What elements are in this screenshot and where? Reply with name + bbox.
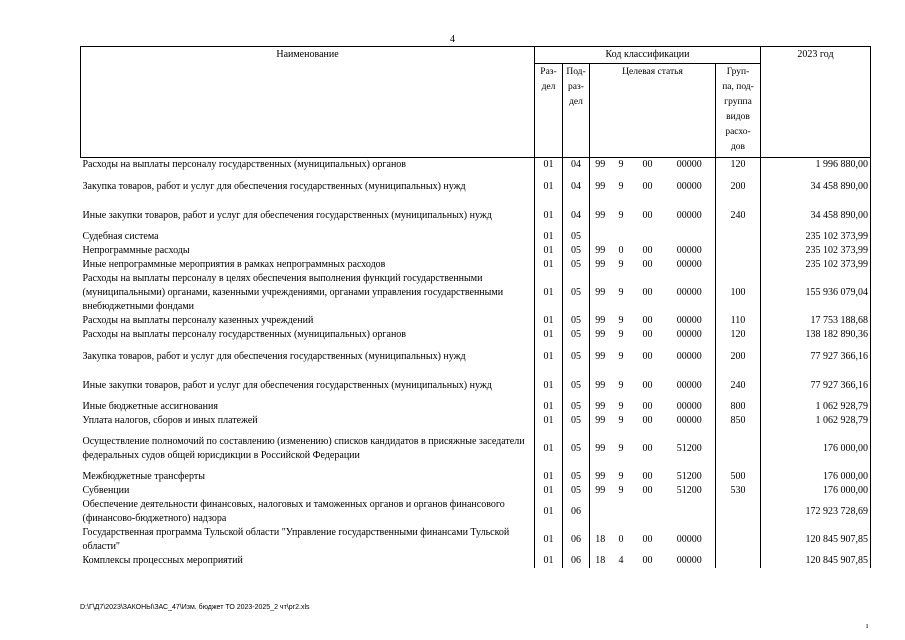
razdel-cell: 01: [535, 428, 563, 470]
amount-cell: 155 936 079,04: [761, 272, 871, 314]
target-subprogram-cell: 9: [618, 415, 624, 426]
group-cell: 530: [716, 484, 761, 498]
target-direction-cell: 00000: [676, 287, 702, 298]
target-subprogram-cell: [611, 230, 632, 244]
target-event-cell: 00: [642, 471, 653, 482]
table-row: [81, 258, 871, 272]
target-direction-cell: 51200: [676, 471, 702, 482]
target-direction-cell: 00000: [676, 329, 702, 340]
target-event-cell: 00: [642, 315, 653, 326]
target-program-cell: 99: [590, 172, 611, 202]
table-row: [81, 202, 871, 230]
group-cell: [716, 244, 761, 258]
target-event-cell: 00: [642, 351, 653, 362]
target-direction-cell: 00000: [676, 534, 702, 545]
table-row: [81, 414, 871, 428]
razdel-cell: 01: [535, 400, 563, 414]
amount-cell: 77 927 366,16: [761, 372, 871, 400]
razdel-cell: 01: [535, 172, 563, 202]
target-direction-cell: 00000: [676, 415, 702, 426]
group-cell: 240: [716, 372, 761, 400]
target-subprogram-cell: 9: [618, 329, 624, 340]
razdel-cell: 01: [535, 498, 563, 526]
podrazdel-cell: 05: [563, 342, 590, 372]
podrazdel-cell: 05: [563, 414, 590, 428]
group-cell: 800: [716, 400, 761, 414]
budget-table: [80, 46, 871, 568]
target-program-cell: 99: [590, 202, 611, 230]
header-year: 2023 год: [761, 47, 871, 158]
podrazdel-cell: 05: [563, 372, 590, 400]
target-event-cell: 00: [642, 415, 653, 426]
target-direction-cell: 00000: [676, 159, 702, 170]
target-direction-cell: 00000: [676, 315, 702, 326]
row-name: Межбюджетные трансферты: [82, 471, 205, 482]
amount-cell: 235 102 373,99: [761, 258, 871, 272]
header-group: Груп- па, под- группа видов расхо- дов: [716, 64, 761, 158]
group-cell: [716, 526, 761, 554]
target-direction-cell: 00000: [676, 245, 702, 256]
row-name: Иные бюджетные ассигнования: [82, 401, 218, 412]
row-name: Расходы на выплаты персоналу казенных учреждений: [82, 315, 314, 326]
razdel-cell: 01: [535, 554, 563, 568]
razdel-cell: 01: [535, 230, 563, 244]
target-direction-cell: 00000: [676, 259, 702, 270]
podrazdel-cell: 05: [563, 328, 590, 342]
header-code: Код классификации: [535, 47, 761, 64]
row-name: Уплата налогов, сборов и иных платежей: [82, 415, 258, 426]
target-program-cell: 99: [590, 328, 611, 342]
table-row: [81, 172, 871, 202]
page-number: 4: [450, 34, 455, 45]
razdel-cell: 01: [535, 258, 563, 272]
amount-cell: 235 102 373,99: [761, 244, 871, 258]
target-program-cell: 99: [590, 272, 611, 314]
row-name: Расходы на выплаты персоналу государственных (муниципальных) органов: [82, 159, 407, 170]
razdel-cell: 01: [535, 328, 563, 342]
razdel-cell: 01: [535, 272, 563, 314]
target-direction-cell: 00000: [676, 210, 702, 221]
target-subprogram-cell: 9: [618, 181, 624, 192]
amount-cell: 176 000,00: [761, 484, 871, 498]
table-row: [81, 158, 871, 173]
target-subprogram-cell: 0: [618, 534, 624, 545]
row-name: Иные закупки товаров, работ и услуг для обеспечения государственных (муниципальных) нужд: [82, 380, 492, 391]
target-program-cell: 99: [590, 258, 611, 272]
group-cell: 200: [716, 342, 761, 372]
header-name: Наименование: [81, 47, 535, 158]
group-cell: [716, 230, 761, 244]
row-name: Иные непрограммные мероприятия в рамках непрограммных расходов: [82, 259, 386, 270]
target-event-cell: [632, 498, 664, 526]
table-row: [81, 498, 871, 526]
target-direction-cell: 51200: [676, 443, 702, 454]
table-row: [81, 372, 871, 400]
target-event-cell: 00: [642, 380, 653, 391]
target-program-cell: 99: [590, 158, 611, 173]
target-subprogram-cell: 9: [618, 471, 624, 482]
table-row: [81, 342, 871, 372]
target-event-cell: 00: [642, 401, 653, 412]
target-subprogram-cell: 9: [618, 315, 624, 326]
target-event-cell: 00: [642, 181, 653, 192]
target-subprogram-cell: [611, 498, 632, 526]
target-event-cell: 00: [642, 245, 653, 256]
podrazdel-cell: 05: [563, 400, 590, 414]
amount-cell: 77 927 366,16: [761, 342, 871, 372]
target-direction-cell: 00000: [676, 380, 702, 391]
razdel-cell: 01: [535, 202, 563, 230]
razdel-cell: 01: [535, 414, 563, 428]
amount-cell: 1 062 928,79: [761, 414, 871, 428]
row-name: Государственная программа Тульской области "Управление государственными финансами Тульской области": [82, 527, 510, 552]
table-row: [81, 470, 871, 484]
table-row: [81, 554, 871, 568]
razdel-cell: 01: [535, 244, 563, 258]
razdel-cell: 01: [535, 526, 563, 554]
table-row: [81, 484, 871, 498]
target-program-cell: [590, 230, 611, 244]
target-program-cell: 99: [590, 314, 611, 328]
corner-mark: ı: [866, 621, 869, 630]
row-name: Расходы на выплаты персоналу в целях обеспечения выполнения функций государственными (муниципальными) органами, казенными учреждениями, органами управления государственными внебюджетными фондами: [82, 273, 504, 312]
razdel-cell: 01: [535, 372, 563, 400]
row-name: Комплексы процессных мероприятий: [82, 555, 243, 566]
razdel-cell: 01: [535, 484, 563, 498]
podrazdel-cell: 04: [563, 172, 590, 202]
target-program-cell: 99: [590, 372, 611, 400]
amount-cell: 138 182 890,36: [761, 328, 871, 342]
group-cell: [716, 498, 761, 526]
row-name: Субвенции: [82, 485, 130, 496]
table-row: [81, 328, 871, 342]
target-event-cell: 00: [642, 534, 653, 545]
target-direction-cell: [664, 498, 716, 526]
target-event-cell: 00: [642, 485, 653, 496]
amount-cell: 1 062 928,79: [761, 400, 871, 414]
table-row: [81, 230, 871, 244]
podrazdel-cell: 05: [563, 230, 590, 244]
target-subprogram-cell: 9: [618, 401, 624, 412]
podrazdel-cell: 06: [563, 554, 590, 568]
razdel-cell: 01: [535, 314, 563, 328]
podrazdel-cell: 05: [563, 314, 590, 328]
target-subprogram-cell: 9: [618, 210, 624, 221]
amount-cell: 120 845 907,85: [761, 554, 871, 568]
file-path-footer: D:\Г\Д7\2023\ЗАКОНЫ\ЗАС_47\Изм. бюджет ТО 2023-2025_2 чт\рг2.xls: [80, 604, 310, 611]
amount-cell: 176 000,00: [761, 428, 871, 470]
razdel-cell: 01: [535, 470, 563, 484]
amount-cell: 1 996 880,00: [761, 158, 871, 173]
target-subprogram-cell: 9: [618, 485, 624, 496]
amount-cell: 34 458 890,00: [761, 172, 871, 202]
podrazdel-cell: 05: [563, 244, 590, 258]
group-cell: 100: [716, 272, 761, 314]
row-name: Судебная система: [82, 231, 159, 242]
header-podrazdel: Под- раз- дел: [563, 64, 590, 158]
target-direction-cell: 00000: [676, 351, 702, 362]
target-event-cell: 00: [642, 329, 653, 340]
group-cell: [716, 258, 761, 272]
row-name: Расходы на выплаты персоналу государственных (муниципальных) органов: [82, 329, 407, 340]
target-event-cell: [632, 230, 664, 244]
row-name: Закупка товаров, работ и услуг для обеспечения государственных (муниципальных) нужд: [82, 181, 466, 192]
amount-cell: 235 102 373,99: [761, 230, 871, 244]
table-row: [81, 272, 871, 314]
target-event-cell: 00: [642, 287, 653, 298]
row-name: Иные закупки товаров, работ и услуг для обеспечения государственных (муниципальных) нужд: [82, 210, 492, 221]
target-subprogram-cell: 4: [618, 555, 624, 566]
target-direction-cell: 51200: [676, 485, 702, 496]
amount-cell: 172 923 728,69: [761, 498, 871, 526]
podrazdel-cell: 05: [563, 428, 590, 470]
target-program-cell: 18: [590, 526, 611, 554]
target-program-cell: 99: [590, 414, 611, 428]
target-event-cell: 00: [642, 259, 653, 270]
group-cell: 200: [716, 172, 761, 202]
podrazdel-cell: 05: [563, 484, 590, 498]
amount-cell: 176 000,00: [761, 470, 871, 484]
target-subprogram-cell: 9: [618, 159, 624, 170]
target-subprogram-cell: 9: [618, 351, 624, 362]
table-row: [81, 400, 871, 414]
podrazdel-cell: 05: [563, 470, 590, 484]
target-event-cell: 00: [642, 159, 653, 170]
row-name: Осуществление полномочий по составлению (изменению) списков кандидатов в присяжные заседатели федеральных судов общей юрисдикции в Российской Федерации: [82, 436, 525, 461]
target-subprogram-cell: 0: [618, 245, 624, 256]
target-event-cell: 00: [642, 210, 653, 221]
group-cell: 110: [716, 314, 761, 328]
razdel-cell: 01: [535, 158, 563, 173]
target-program-cell: 99: [590, 484, 611, 498]
target-program-cell: 99: [590, 342, 611, 372]
podrazdel-cell: 04: [563, 158, 590, 173]
group-cell: 850: [716, 414, 761, 428]
amount-cell: 17 753 188,68: [761, 314, 871, 328]
group-cell: 500: [716, 470, 761, 484]
target-direction-cell: [664, 230, 716, 244]
header-razdel: Раз- дел: [535, 64, 563, 158]
amount-cell: 120 845 907,85: [761, 526, 871, 554]
group-cell: 120: [716, 328, 761, 342]
group-cell: [716, 428, 761, 470]
target-direction-cell: 00000: [676, 401, 702, 412]
group-cell: 240: [716, 202, 761, 230]
row-name: Непрограммные расходы: [82, 245, 190, 256]
razdel-cell: 01: [535, 342, 563, 372]
podrazdel-cell: 04: [563, 202, 590, 230]
podrazdel-cell: 05: [563, 258, 590, 272]
target-subprogram-cell: 9: [618, 443, 624, 454]
target-program-cell: 99: [590, 428, 611, 470]
target-subprogram-cell: 9: [618, 259, 624, 270]
target-program-cell: 18: [590, 554, 611, 568]
podrazdel-cell: 06: [563, 498, 590, 526]
table-row: [81, 428, 871, 470]
target-subprogram-cell: 9: [618, 287, 624, 298]
target-program-cell: [590, 498, 611, 526]
target-direction-cell: 00000: [676, 555, 702, 566]
row-name: Закупка товаров, работ и услуг для обеспечения государственных (муниципальных) нужд: [82, 351, 466, 362]
row-name: Обеспечение деятельности финансовых, налоговых и таможенных органов и органов финансового (финансово-бюджетного) надзора: [82, 499, 505, 524]
target-program-cell: 99: [590, 470, 611, 484]
target-program-cell: 99: [590, 244, 611, 258]
table-row: [81, 314, 871, 328]
amount-cell: 34 458 890,00: [761, 202, 871, 230]
header-target: Целевая статья: [590, 64, 716, 158]
table-row: [81, 526, 871, 554]
podrazdel-cell: 06: [563, 526, 590, 554]
table-row: [81, 244, 871, 258]
podrazdel-cell: 05: [563, 272, 590, 314]
group-cell: [716, 554, 761, 568]
target-direction-cell: 00000: [676, 181, 702, 192]
target-event-cell: 00: [642, 443, 653, 454]
target-subprogram-cell: 9: [618, 380, 624, 391]
group-cell: 120: [716, 158, 761, 173]
target-event-cell: 00: [642, 555, 653, 566]
target-program-cell: 99: [590, 400, 611, 414]
